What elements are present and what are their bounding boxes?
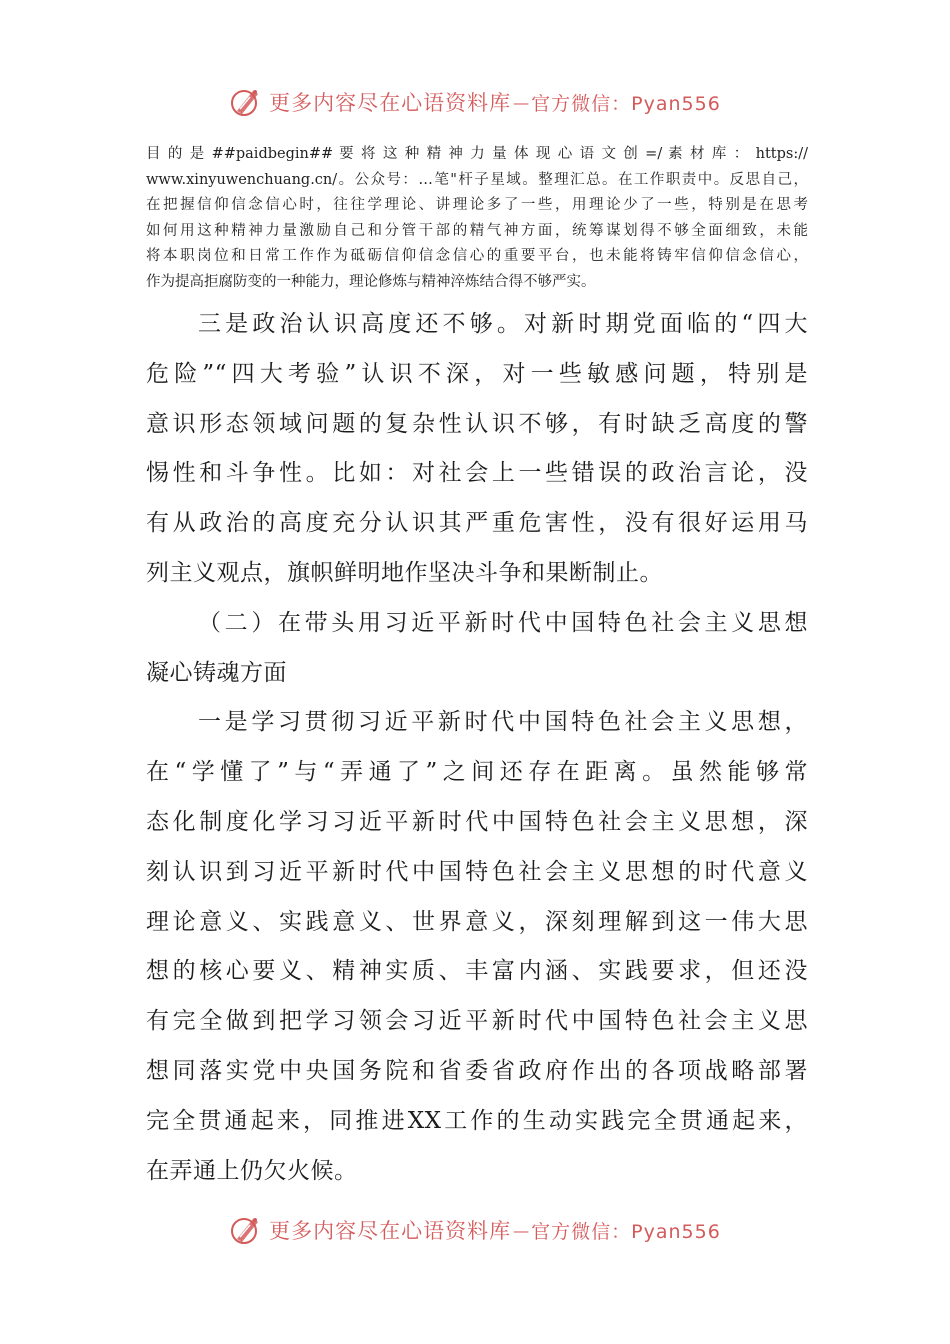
- pen-nib-logo-icon: [229, 85, 263, 119]
- banner-dash: —: [513, 92, 530, 112]
- body-line: 危险”“四大考验”认识不深，对一些敏感问题，特别是: [146, 360, 808, 387]
- banner-wechat: 官方微信：Pyan556: [531, 92, 721, 115]
- body-line: 惕性和斗争性。比如：对社会上一些错误的政治言论，没: [146, 460, 808, 487]
- body-line: 列主义观点，旗帜鲜明地作坚决斗争和果断制止。: [146, 559, 663, 586]
- banner-wechat: 官方微信：Pyan556: [531, 1220, 721, 1243]
- body-line: 态化制度化学习习近平新时代中国特色社会主义思想，深: [146, 808, 808, 835]
- banner-dash: —: [513, 1220, 530, 1240]
- intro-line: 如何用这种精神力量激励自己和分管干部的精气神方面，统筹谋划得不够全面细致，未能: [146, 222, 808, 239]
- banner-text: 更多内容尽在心语资料库: [269, 91, 512, 115]
- main-body: [146, 300, 808, 1196]
- body-line: 在“学懂了”与“弄通了”之间还存在距离。虽然能够常: [146, 759, 808, 786]
- body-line: 三是政治认识高度还不够。对新时期党面临的“四大: [198, 311, 808, 337]
- intro-line: www.xinyuwenchuang.cn/。公众号：…笔"杆子星域。整理汇总。在工作职责中。反思自己，: [146, 171, 808, 188]
- body-line: 意识形态领域问题的复杂性认识不够，有时缺乏高度的警: [146, 410, 808, 437]
- intro-line: 在把握信仰信念信心时，往往学理论、讲理论多了一些，用理论少了一些，特别是在思考: [146, 197, 808, 214]
- section-heading-line: 凝心铸魂方面: [146, 659, 287, 686]
- intro-line: 目 的 是 ##paidbegin## 要 将 这 种 精 神 力 量 体 现 心 语 文 创 =/ 素 材 库 ： https://: [146, 146, 808, 162]
- body-line: 一是学习贯彻习近平新时代中国特色社会主义思想，: [198, 709, 808, 736]
- body-line: 想同落实党中央国务院和省委省政府作出的各项战略部署: [146, 1057, 808, 1084]
- body-line: 想的核心要义、精神实质、丰富内涵、实践要求，但还没: [146, 958, 808, 985]
- body-line: 有从政治的高度充分认识其严重危害性，没有很好运用马: [146, 510, 808, 537]
- body-line: 在弄通上仍欠火候。: [146, 1157, 358, 1184]
- body-line: 完全贯通起来，同推进XX工作的生动实践完全贯通起来，: [146, 1107, 808, 1134]
- intro-paragraph: [146, 142, 808, 296]
- intro-line: 将本职岗位和日常工作作为砥砺信仰信念信心的重要平台，也未能将铸牢信仰信念信心，: [146, 248, 808, 265]
- body-line: 有完全做到把学习领会习近平新时代中国特色社会主义思: [146, 1008, 808, 1035]
- intro-line: 作为提高拒腐防变的一种能力，理论修炼与精神淬炼结合得不够严实。: [146, 273, 596, 290]
- header-banner: [0, 80, 950, 124]
- footer-banner: [0, 1208, 950, 1252]
- section-heading-line: （二）在带头用习近平新时代中国特色社会主义思想: [198, 609, 808, 636]
- body-line: 刻认识到习近平新时代中国特色社会主义思想的时代意义: [146, 858, 808, 885]
- body-line: 理论意义、实践意义、世界意义，深刻理解到这一伟大思: [146, 908, 808, 935]
- banner-text: 更多内容尽在心语资料库: [269, 1219, 512, 1243]
- pen-nib-logo-icon: [229, 1213, 263, 1247]
